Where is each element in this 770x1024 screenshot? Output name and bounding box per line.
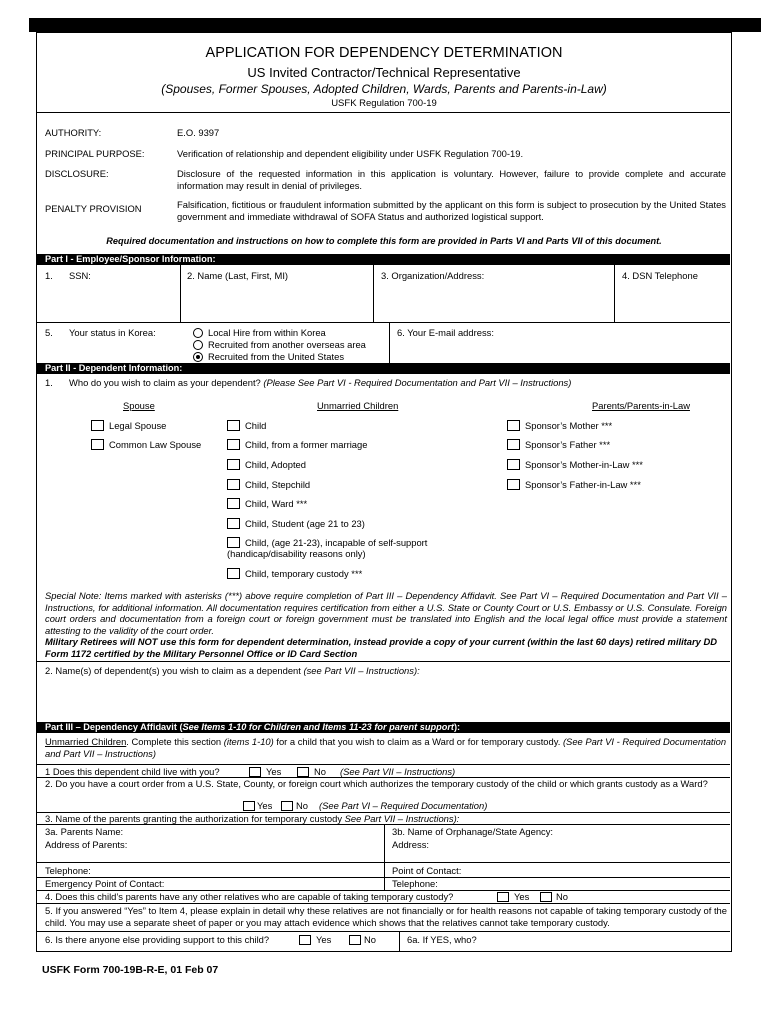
part2-q1-note: (Please See Part VI - Required Documentation and Part VII – Instructions) bbox=[263, 377, 572, 388]
emergency-contact-label[interactable]: Emergency Point of Contact: bbox=[45, 878, 165, 889]
intro-c: for a child that you wish to claim as a Ward or for temporary custody. bbox=[273, 736, 563, 747]
divider bbox=[37, 661, 730, 662]
child-incapable-label: Child, (age 21-23), incapable of self-support bbox=[245, 537, 428, 548]
p3-q2-text: 2. Do you have a court order from a U.S. State, County, or foreign court which authorizes the temporary custody of the child or which grants custody as a Ward? bbox=[45, 778, 708, 789]
part2-header: Part II - Dependent Information: bbox=[37, 363, 730, 374]
authority-text: E.O. 9397 bbox=[177, 127, 220, 138]
p3-q5-text[interactable]: 5. If you answered “Yes” to Item 4, please explain in detail why these relatives are not financially or for health reasons not capable of taking temporary custody of the child. You may use a separate sheet of paper or you may attach evidence which shows that the relatives cannot take temporary custody. bbox=[45, 905, 727, 928]
name-label[interactable]: 2. Name (Last, First, MI) bbox=[187, 270, 289, 281]
child-incapable-note: (handicap/disability reasons only) bbox=[227, 548, 366, 559]
divider bbox=[37, 112, 730, 113]
divider bbox=[614, 265, 615, 322]
retiree-note: Military Retirees will NOT use this form for dependent determination, instead provide a copy of your current (within the last 60 days) retired military DD Form 1172 certified by the Military Personnel Office or ID Card Section bbox=[45, 636, 718, 659]
status-option-local: Local Hire from within Korea bbox=[208, 327, 326, 338]
parents-address-label[interactable]: Address of Parents: bbox=[45, 839, 128, 850]
p3-q2-no-checkbox[interactable] bbox=[281, 801, 293, 811]
p3-q6-no: No bbox=[364, 934, 376, 945]
org-label[interactable]: 3. Organization/Address: bbox=[381, 270, 485, 281]
intro-b: (items 1-10) bbox=[223, 736, 274, 747]
child-temporary-label: Child, temporary custody *** bbox=[245, 568, 363, 579]
p3-q1-no: No bbox=[314, 766, 326, 777]
required-note: Required documentation and instructions on how to complete this form are provided in Parts VI and Parts VII of this document. bbox=[106, 236, 662, 246]
checkbox-common-law-spouse[interactable] bbox=[91, 439, 104, 450]
checkbox-sponsor-father-in-law[interactable] bbox=[507, 479, 520, 490]
parents-name-label[interactable]: 3a. Parents Name: bbox=[45, 826, 124, 837]
checkbox-legal-spouse[interactable] bbox=[91, 420, 104, 431]
telephone-label[interactable]: Telephone: bbox=[45, 865, 91, 876]
child-adopted-label: Child, Adopted bbox=[245, 459, 306, 470]
part2-q1 bbox=[69, 377, 571, 388]
divider bbox=[384, 824, 385, 890]
part3-intro bbox=[45, 736, 727, 759]
status-label: Your status in Korea: bbox=[69, 327, 156, 338]
checkbox-child[interactable] bbox=[227, 420, 240, 431]
email-label[interactable]: 6. Your E-mail address: bbox=[397, 327, 494, 338]
divider bbox=[37, 322, 730, 323]
p3-q6-yes: Yes bbox=[316, 934, 332, 945]
form-regulation: USFK Regulation 700-19 bbox=[331, 98, 437, 109]
part3-header-a: Part III – Dependency Affidavit ( bbox=[45, 722, 183, 732]
checkbox-sponsor-mother[interactable] bbox=[507, 420, 520, 431]
intro-d: (See Part VI - Required Documentation and Part VII – Instructions) bbox=[45, 736, 727, 759]
status-radio-overseas[interactable] bbox=[193, 340, 203, 350]
form-scope: (Spouses, Former Spouses, Adopted Children, Wards, Parents and Parents-in-Law) bbox=[161, 82, 607, 96]
p3-q1-note: (See Part VII – Instructions) bbox=[340, 766, 456, 777]
p3-q3-text: 3. Name of the parents granting the authorization for temporary custody bbox=[45, 813, 343, 824]
divider bbox=[37, 903, 730, 904]
p3-q3-note: See Part VII – Instructions): bbox=[344, 813, 460, 824]
p3-q4-yes-checkbox[interactable] bbox=[497, 892, 509, 902]
child-label: Child bbox=[245, 420, 267, 431]
status-option-overseas: Recruited from another overseas area bbox=[208, 339, 366, 350]
status-num: 5. bbox=[45, 327, 53, 338]
checkbox-child-adopted[interactable] bbox=[227, 459, 240, 470]
child-ward-label: Child, Ward *** bbox=[245, 498, 308, 509]
part2-q2-note: (see Part VII – Instructions): bbox=[303, 665, 420, 676]
intro-underlined: Unmarried Children bbox=[45, 736, 127, 747]
divider bbox=[389, 322, 390, 363]
part3-header-b: See Items 1-10 for Children and Items 11-23 for parent support bbox=[182, 722, 454, 732]
p3-q4-yes: Yes bbox=[514, 891, 530, 902]
p3-q4-no-checkbox[interactable] bbox=[540, 892, 552, 902]
p3-q6-no-checkbox[interactable] bbox=[349, 935, 361, 945]
p3-q4-text: 4. Does this child’s parents have any other relatives who are capable of taking temporary custody? bbox=[45, 891, 454, 902]
purpose-text: Verification of relationship and dependent eligibility under USFK Regulation 700-19. bbox=[177, 148, 524, 159]
penalty-text: Falsification, fictitious or fraudulent information submitted by the applicant on this form is subject to prosecution by the United States government and immediate withdrawal of SOFA Status and authorized logistical support. bbox=[177, 199, 726, 222]
purpose-label: PRINCIPAL PURPOSE: bbox=[45, 148, 145, 159]
ssn-num: 1. bbox=[45, 270, 53, 281]
checkbox-sponsor-mother-in-law[interactable] bbox=[507, 459, 520, 470]
p3-q1-no-checkbox[interactable] bbox=[297, 767, 309, 777]
top-black-bar bbox=[29, 18, 761, 32]
p3-q1-yes: Yes bbox=[266, 766, 282, 777]
col-parents: Parents/Parents-in-Law bbox=[592, 400, 690, 411]
telephone2-label[interactable]: Telephone: bbox=[392, 878, 438, 889]
checkbox-child-ward[interactable] bbox=[227, 498, 240, 509]
p3-q3 bbox=[45, 813, 459, 824]
p3-q4-no: No bbox=[556, 891, 568, 902]
divider bbox=[373, 265, 374, 322]
part2-q2[interactable] bbox=[45, 665, 420, 676]
part3-header bbox=[37, 722, 730, 733]
p3-q2-note: (See Part VI – Required Documentation) bbox=[319, 800, 488, 811]
checkbox-child-former-marriage[interactable] bbox=[227, 439, 240, 450]
p3-q2-yes: Yes bbox=[257, 800, 273, 811]
checkbox-sponsor-father[interactable] bbox=[507, 439, 520, 450]
p3-q6-yes-checkbox[interactable] bbox=[299, 935, 311, 945]
status-radio-us[interactable] bbox=[193, 352, 203, 362]
form-id: USFK Form 700-19B-R-E, 01 Feb 07 bbox=[42, 964, 219, 976]
sponsor-mother-label: Sponsor’s Mother *** bbox=[525, 420, 613, 431]
point-of-contact-label[interactable]: Point of Contact: bbox=[392, 865, 462, 876]
disclosure-text: Disclosure of the requested information in this application is voluntary. However, failure to provide complete and accurate information may result in denial of privileges. bbox=[177, 168, 726, 191]
checkbox-child-student[interactable] bbox=[227, 518, 240, 529]
p3-q2-yes-checkbox[interactable] bbox=[243, 801, 255, 811]
divider bbox=[180, 265, 181, 322]
intro-a: . Complete this section bbox=[126, 736, 224, 747]
authority-label: AUTHORITY: bbox=[45, 127, 102, 138]
status-option-us: Recruited from the United States bbox=[208, 351, 345, 362]
p3-q1-text: 1 Does this dependent child live with you? bbox=[45, 766, 220, 777]
orphanage-label[interactable]: 3b. Name of Orphanage/State Agency: bbox=[392, 826, 554, 837]
part3-header-c: ): bbox=[453, 722, 461, 732]
p3-q6a-text[interactable]: 6a. If YES, who? bbox=[407, 934, 477, 945]
dsn-label[interactable]: 4. DSN Telephone bbox=[622, 270, 698, 281]
divider bbox=[37, 931, 730, 932]
checkbox-child-stepchild[interactable] bbox=[227, 479, 240, 490]
ssn-label[interactable]: SSN: bbox=[69, 270, 91, 281]
status-radio-local[interactable] bbox=[193, 328, 203, 338]
divider bbox=[399, 931, 400, 951]
part2-q1-text: Who do you wish to claim as your dependent? bbox=[69, 377, 261, 388]
part1-header: Part I - Employee/Sponsor Information: bbox=[37, 254, 730, 265]
divider bbox=[37, 764, 730, 765]
agency-address-label[interactable]: Address: bbox=[392, 839, 429, 850]
child-former-marriage-label: Child, from a former marriage bbox=[245, 439, 368, 450]
legal-spouse-label: Legal Spouse bbox=[109, 420, 167, 431]
part2-q1-num: 1. bbox=[45, 377, 53, 388]
child-stepchild-label: Child, Stepchild bbox=[245, 479, 311, 490]
divider bbox=[37, 862, 730, 863]
col-children: Unmarried Children bbox=[317, 400, 399, 411]
col-spouse: Spouse bbox=[123, 400, 155, 411]
disclosure-label: DISCLOSURE: bbox=[45, 168, 109, 179]
p3-q2-no: No bbox=[296, 800, 308, 811]
part2-q2-text: 2. Name(s) of dependent(s) you wish to claim as a dependent bbox=[45, 665, 301, 676]
form-subtitle: US Invited Contractor/Technical Representative bbox=[247, 65, 521, 80]
special-note: Special Note: Items marked with asterisks (***) above require completion of Part III – Dependency Affidavit. See Part VI – Required Documentation and Part VII – Instructions, for additional information. All documentation requires certification from either a U.S. State or County Court or U.S. Embassy or U.S. Consulate. Foreign court orders and documentation from a foreign court or foreign government must be translated into English and the local legal office must provide a statement attesting to the validity of the court order. bbox=[45, 590, 727, 636]
p3-q1-yes-checkbox[interactable] bbox=[249, 767, 261, 777]
common-law-spouse-label: Common Law Spouse bbox=[109, 439, 202, 450]
sponsor-mother-in-law-label: Sponsor’s Mother-in-Law *** bbox=[525, 459, 643, 470]
checkbox-child-temporary[interactable] bbox=[227, 568, 240, 579]
form-title: APPLICATION FOR DEPENDENCY DETERMINATION bbox=[205, 45, 563, 61]
form-frame bbox=[36, 32, 732, 952]
sponsor-father-in-law-label: Sponsor’s Father-in-Law *** bbox=[525, 479, 641, 490]
penalty-label: PENALTY PROVISION bbox=[45, 203, 142, 214]
p3-q6-text: 6. Is there anyone else providing support to this child? bbox=[45, 934, 270, 945]
sponsor-father-label: Sponsor’s Father *** bbox=[525, 439, 611, 450]
checkbox-child-incapable[interactable] bbox=[227, 537, 240, 548]
child-student-label: Child, Student (age 21 to 23) bbox=[245, 518, 365, 529]
